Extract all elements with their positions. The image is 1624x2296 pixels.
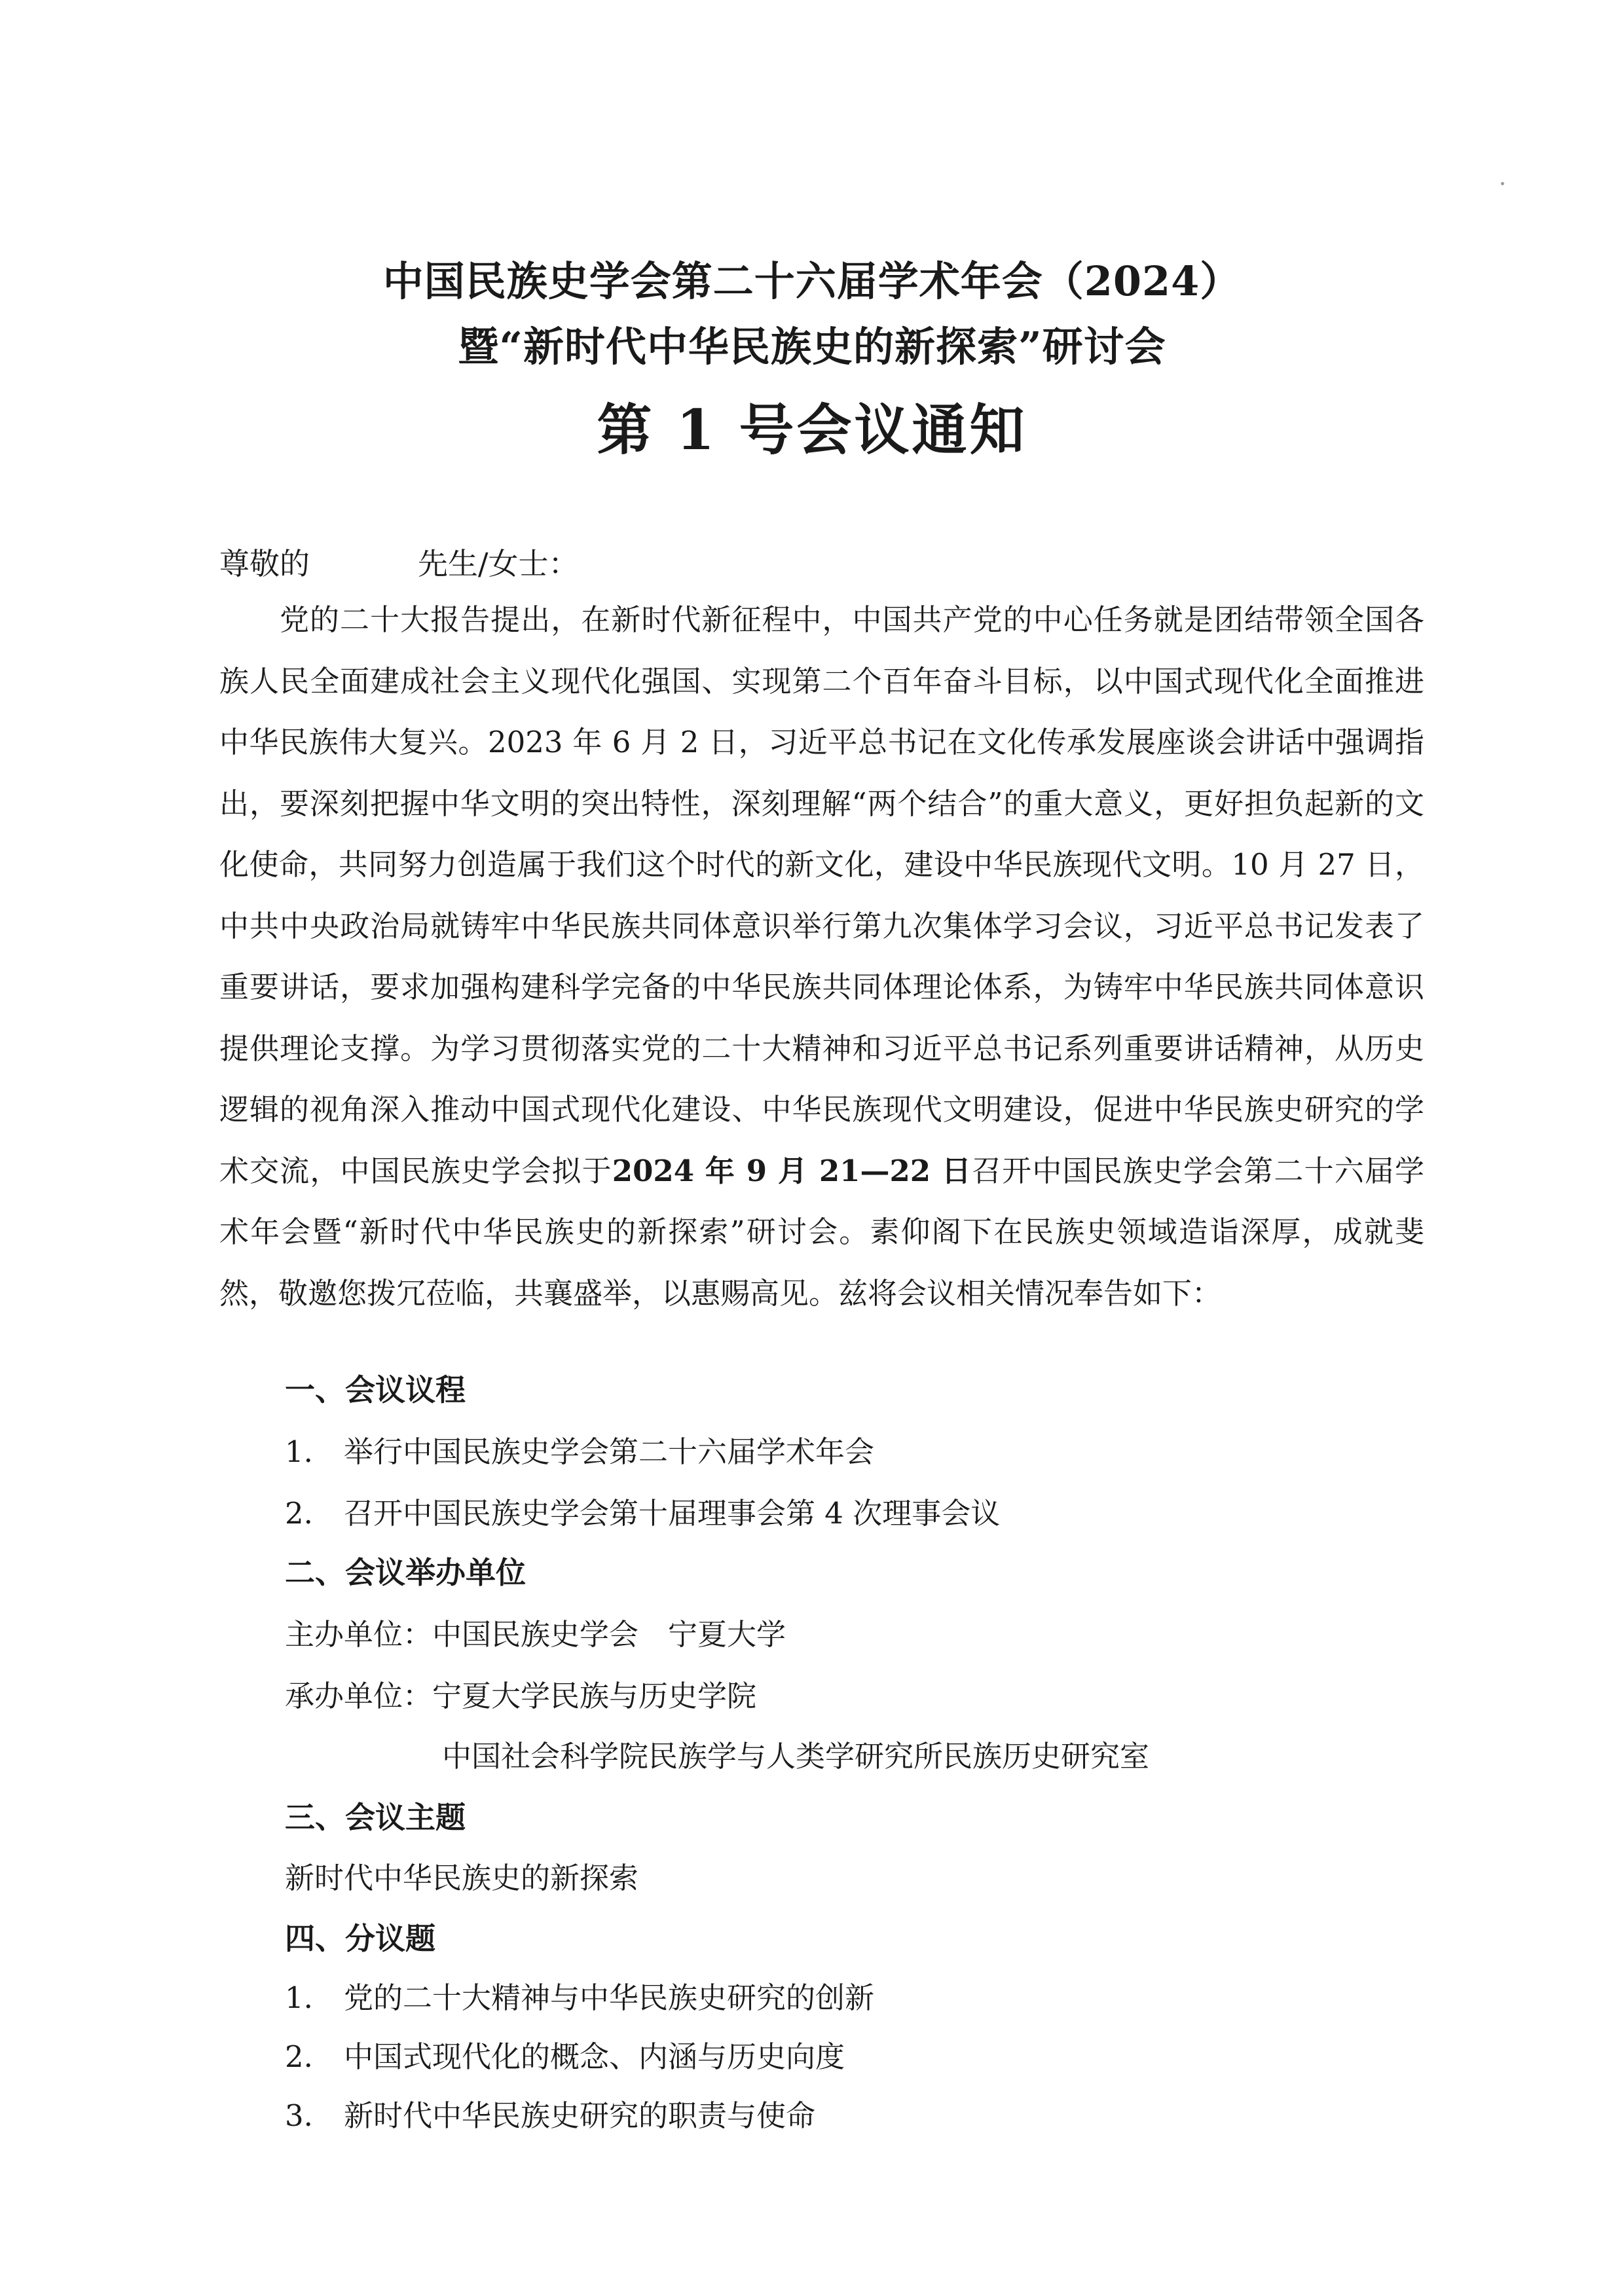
scan-speck (1501, 182, 1504, 185)
subtopic-item (285, 2092, 815, 2134)
notice-number-title: 第 1 号会议通知 (597, 397, 1027, 462)
undertaker-value-1: 宁夏大学民族与历史学院 (432, 1679, 757, 1713)
subtopic-item-text: 党的二十大精神与中华民族史研究的创新 (344, 1980, 875, 2015)
subtopic-item-text: 中国式现代化的概念、内涵与历史向度 (344, 2039, 845, 2074)
agenda-item-text: 举行中国民族史学会第二十六届学术年会 (344, 1434, 875, 1469)
intro-text-part1: 党的二十大报告提出，在新时代新征程中，中国共产党的中心任务就是团结带领全国各族人民全面建成社会主义现代化强国、实现第二个百年奋斗目标，以中国式现代化全面推进中华民族伟大复兴。2023 年 6 月 2 日，习近平总书记在文化传承发展座谈会讲话中强调指出，要深刻把握中华文明的突出特性，深刻理解“两个结合”的重大意义，更好担负起新的文化使命，共同努力创造属于我们这个时代的新文化，建设中华民族现代文明。10 月 27 日，中共中央政治局就铸牢中华民族共同体意识举行第九次集体学习会议，习近平总书记发表了重要讲话，要求加强构建科学完备的中华民族共同体理论体系，为铸牢中华民族共同体意识提供理论支撑。为学习贯彻落实党的二十大精神和习近平总书记系列重要讲话精神，从历史逻辑的视角深入推动中国式现代化建设、中华民族现代文明建设，促进中华民族史研究的学术交流，中国民族史学会拟于 (219, 602, 1424, 1188)
subtopic-item-number: 3. (285, 2098, 313, 2133)
salutation-prefix: 尊敬的 (219, 546, 310, 581)
agenda-item (285, 1428, 874, 1470)
section-heading-agenda: 一、会议议程 (285, 1372, 466, 1408)
section-heading-subtopics: 四、分议题 (285, 1921, 435, 1956)
undertaker-value-2: 中国社会科学院民族学与人类学研究所民族历史研究室 (442, 1739, 1150, 1774)
subtopic-item (285, 2033, 845, 2075)
host-label: 主办单位： (285, 1617, 433, 1652)
agenda-item (285, 1489, 1000, 1532)
host-value: 中国民族史学会 宁夏大学 (432, 1617, 786, 1652)
subtopic-item-number: 1. (285, 1980, 313, 2015)
salutation-suffix: 先生/女士： (418, 546, 579, 581)
agenda-item-text: 召开中国民族史学会第十届理事会第 4 次理事会议 (344, 1496, 1001, 1531)
agenda-item-number: 1. (285, 1434, 313, 1469)
meeting-date: 2024 年 9 月 21—22 日 (612, 1153, 972, 1188)
intro-text-part2: 召开中国民族史学会第二十六届学术年会暨“新时代中华民族史的新探索”研讨会。素仰阁下在民族史领域造诣深厚，成就斐然，敬邀您拨冗莅临，共襄盛举，以惠赐高见。兹将会议相关情况奉告如下： (219, 1153, 1424, 1311)
section-heading-organizers: 二、会议举办单位 (285, 1555, 526, 1590)
section-heading-theme: 三、会议主题 (285, 1800, 466, 1835)
title-line-2: 暨“新时代中华民族史的新探索”研讨会 (458, 323, 1166, 371)
salutation (219, 540, 579, 583)
intro-paragraph (219, 589, 1424, 1324)
subtopic-item-text: 新时代中华民族史研究的职责与使命 (344, 2098, 816, 2133)
subtopic-item (285, 1974, 874, 2016)
undertaker-label: 承办单位： (285, 1679, 433, 1713)
host-units (285, 1611, 786, 1653)
agenda-item-number: 2. (285, 1496, 313, 1531)
title-line-1: 中国民族史学会第二十六届学术年会（2024） (382, 257, 1242, 305)
theme-text: 新时代中华民族史的新探索 (285, 1861, 639, 1895)
undertaker-units (285, 1672, 756, 1715)
subtopic-item-number: 2. (285, 2039, 313, 2074)
